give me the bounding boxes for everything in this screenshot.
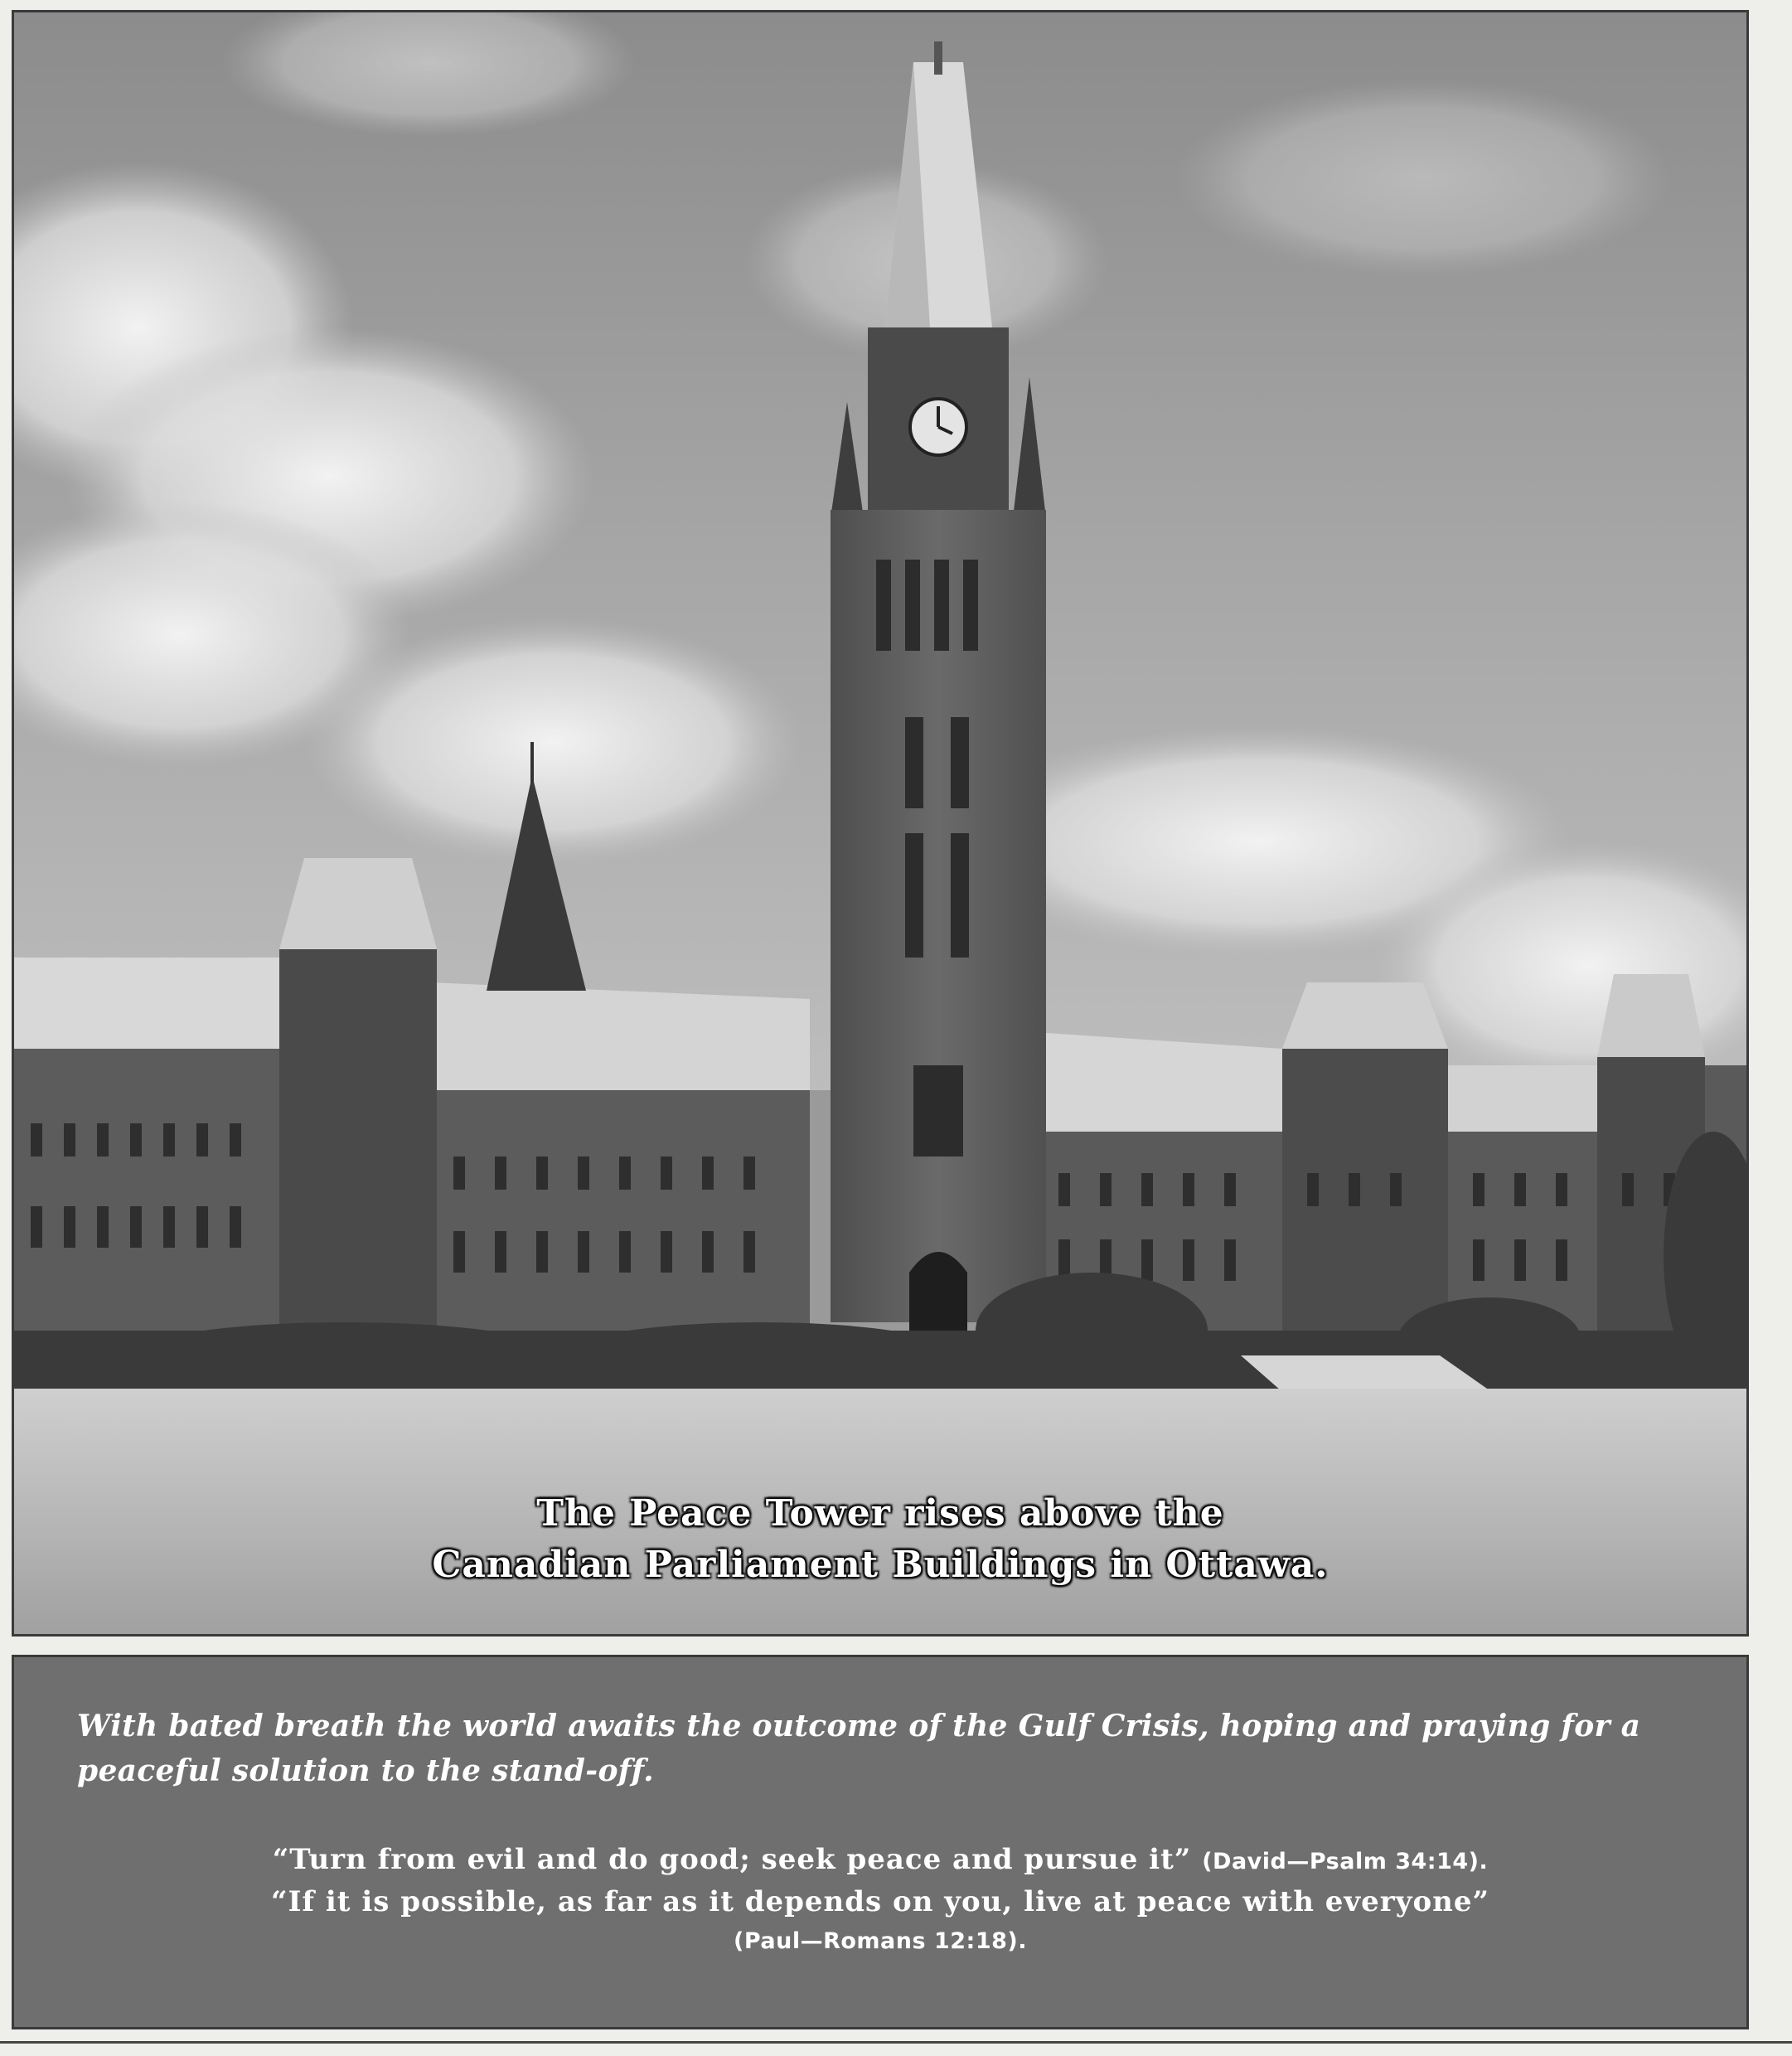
caption-line-2: Canadian Parliament Buildings in Ottawa.	[432, 1544, 1329, 1586]
intro-paragraph: With bated breath the world awaits the outcome of the Gulf Crisis, hoping and praying for a peaceful solution to the stand-off.	[77, 1709, 1641, 1788]
photo-caption	[14, 1488, 1746, 1591]
quote-1-citation: (David—Psalm 34:14).	[1202, 1849, 1489, 1874]
caption-line-1: The Peace Tower rises above the	[536, 1492, 1224, 1535]
text-panel	[12, 1655, 1749, 2029]
photo-frame	[12, 10, 1749, 1637]
quote-2-citation: (Paul—Romans 12:18).	[733, 1928, 1028, 1954]
quote-2: “If it is possible, as far as it depends on you, live at peace with everyone”	[270, 1885, 1490, 1918]
parliament-photo	[14, 12, 1746, 1634]
quote-1	[14, 1840, 1746, 1882]
quote-1-text: “Turn from evil and do good; seek peace and pursue it”	[272, 1843, 1192, 1876]
scripture-quotes	[14, 1840, 1746, 1961]
bottom-rule	[0, 2041, 1792, 2044]
